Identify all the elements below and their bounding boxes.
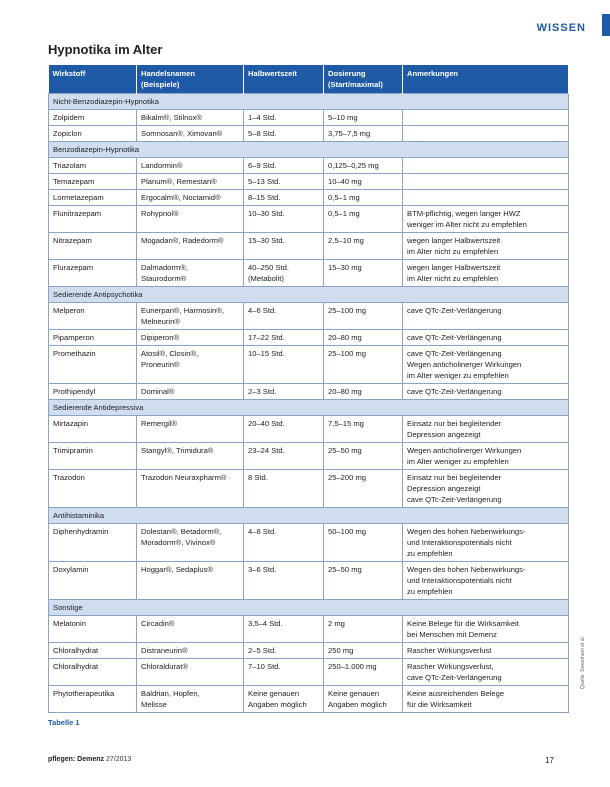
- cell-line: 15–30 mg: [328, 263, 362, 272]
- cell-dosierung: [324, 616, 403, 643]
- cell-line: Rascher Wirkungsverlust: [407, 646, 492, 655]
- cell-anmerkungen: [403, 643, 569, 659]
- cell-halbwertszeit: [244, 470, 324, 508]
- cell-wirkstoff: [49, 330, 137, 346]
- cell-line: weniger im Alter nicht zu empfehlen: [407, 220, 527, 229]
- cell-line: BTM-pflichtig, wegen langer HWZ: [407, 209, 521, 218]
- cell-anmerkungen: [403, 659, 569, 686]
- cell-handelsnamen: [137, 233, 244, 260]
- cell-line: Trimipramin: [53, 446, 93, 455]
- cell-wirkstoff: [49, 686, 137, 713]
- cell-line: Wegen anticholinerger Wirkungen: [407, 360, 522, 369]
- cell-line: Mogadan®, Radedorm®: [141, 236, 224, 245]
- cell-anmerkungen: [403, 110, 569, 126]
- cell-line: Hoggar®, Sedaplus®: [141, 565, 213, 574]
- journal-issue: 27/2013: [105, 756, 132, 763]
- group-row: [49, 600, 569, 616]
- cell-anmerkungen: [403, 686, 569, 713]
- cell-halbwertszeit: [244, 616, 324, 643]
- cell-halbwertszeit: [244, 260, 324, 287]
- group-row: [49, 94, 569, 110]
- table-row: [49, 346, 569, 384]
- cell-line: cave QTc-Zeit-Verlängerung: [407, 333, 502, 342]
- group-row: [49, 400, 569, 416]
- cell-line: Trazodon Neuraxpharm®: [141, 473, 227, 482]
- cell-line: 8–15 Std.: [248, 193, 281, 202]
- table-row: [49, 659, 569, 686]
- cell-line: Prothipendyl: [53, 387, 96, 396]
- cell-line: 4–6 Std.: [248, 306, 277, 315]
- cell-line: Stangyl®, Trimidura®: [141, 446, 214, 455]
- cell-line: Flurazepam: [53, 263, 94, 272]
- cell-line: im Alter nicht zu empfehlen: [407, 247, 499, 256]
- cell-dosierung: [324, 443, 403, 470]
- cell-line: Trazodon: [53, 473, 85, 482]
- cell-line: bei Menschen mit Demenz: [407, 630, 497, 639]
- column-header-dosierung: [324, 65, 403, 94]
- cell-handelsnamen: [137, 524, 244, 562]
- cell-line: Wegen anticholinerger Wirkungen: [407, 446, 522, 455]
- cell-dosierung: [324, 190, 403, 206]
- group-label: Sonstige: [49, 600, 569, 616]
- cell-line: Depression angezeigt: [407, 430, 481, 439]
- cell-wirkstoff: [49, 470, 137, 508]
- cell-halbwertszeit: [244, 562, 324, 600]
- cell-dosierung: [324, 330, 403, 346]
- table-row: [49, 562, 569, 600]
- table-row: [49, 110, 569, 126]
- cell-dosierung: [324, 524, 403, 562]
- cell-line: Promethazin: [53, 349, 96, 358]
- cell-line: Bikalm®, Stilnox®: [141, 113, 202, 122]
- cell-line: Distraneurin®: [141, 646, 188, 655]
- cell-line: 5–13 Std.: [248, 177, 281, 186]
- cell-line: Zopiclon: [53, 129, 82, 138]
- cell-line: 250–1.000 mg: [328, 662, 377, 671]
- cell-wirkstoff: [49, 126, 137, 142]
- cell-anmerkungen: [403, 384, 569, 400]
- cell-line: 10–15 Std.: [248, 349, 285, 358]
- cell-handelsnamen: [137, 346, 244, 384]
- table-row: [49, 126, 569, 142]
- cell-line: 25–200 mg: [328, 473, 366, 482]
- cell-anmerkungen: [403, 470, 569, 508]
- cell-dosierung: [324, 643, 403, 659]
- cell-line: Dolestan®, Betadorm®,: [141, 527, 222, 536]
- cell-line: Wegen des hohen Nebenwirkungs-: [407, 527, 526, 536]
- column-header-halbwertszeit: [244, 65, 324, 94]
- hypnotics-table: [48, 65, 569, 713]
- cell-halbwertszeit: [244, 416, 324, 443]
- cell-line: zu empfehlen: [407, 587, 453, 596]
- cell-line: 20–80 mg: [328, 387, 362, 396]
- cell-line: im Alter nicht zu empfehlen: [407, 274, 499, 283]
- cell-dosierung: [324, 174, 403, 190]
- cell-wirkstoff: [49, 303, 137, 330]
- cell-line: 20–80 mg: [328, 333, 362, 342]
- cell-line: 2–3 Std.: [248, 387, 277, 396]
- cell-dosierung: [324, 260, 403, 287]
- cell-line: 7,5–15 mg: [328, 419, 364, 428]
- cell-line: Angaben möglich: [248, 700, 307, 709]
- cell-line: Wirkstoff: [52, 69, 86, 78]
- cell-line: zu empfehlen: [407, 549, 453, 558]
- cell-line: Rohypnol®: [141, 209, 179, 218]
- cell-halbwertszeit: [244, 303, 324, 330]
- cell-halbwertszeit: [244, 158, 324, 174]
- group-label: Sedierende Antipsychotika: [49, 287, 569, 303]
- cell-dosierung: [324, 110, 403, 126]
- cell-line: 0,125–0,25 mg: [328, 161, 379, 170]
- cell-line: 3–6 Std.: [248, 565, 277, 574]
- cell-line: 6–9 Std.: [248, 161, 277, 170]
- cell-line: Chloralhydrat: [53, 646, 99, 655]
- cell-wirkstoff: [49, 659, 137, 686]
- cell-anmerkungen: [403, 416, 569, 443]
- cell-line: 23–24 Std.: [248, 446, 285, 455]
- table-row: [49, 616, 569, 643]
- cell-handelsnamen: [137, 174, 244, 190]
- cell-anmerkungen: [403, 303, 569, 330]
- page-number: 17: [545, 756, 554, 765]
- cell-line: (Start/maximal): [328, 80, 383, 89]
- cell-line: Angaben möglich: [328, 700, 387, 709]
- cell-anmerkungen: [403, 260, 569, 287]
- cell-line: 4–8 Std.: [248, 527, 277, 536]
- cell-anmerkungen: [403, 616, 569, 643]
- cell-line: Anmerkungen: [407, 69, 459, 78]
- cell-line: 40–250 Std.: [248, 263, 289, 272]
- cell-halbwertszeit: [244, 686, 324, 713]
- table-header-row: [49, 65, 569, 94]
- cell-line: Nitrazepam: [53, 236, 92, 245]
- cell-line: im Alter weniger zu empfehlen: [407, 371, 509, 380]
- cell-line: Dalmadorm®,: [141, 263, 188, 272]
- cell-wirkstoff: [49, 206, 137, 233]
- cell-line: Wegen des hohen Nebenwirkungs-: [407, 565, 526, 574]
- cell-wirkstoff: [49, 346, 137, 384]
- cell-line: (Metabolit): [248, 274, 284, 283]
- cell-line: Keine genauen: [328, 689, 380, 698]
- section-label: WISSEN: [536, 22, 586, 34]
- group-label: Nicht-Benzodiazepin-Hypnotika: [49, 94, 569, 110]
- cell-handelsnamen: [137, 562, 244, 600]
- cell-anmerkungen: [403, 524, 569, 562]
- cell-line: und Interaktionspotentials nicht: [407, 538, 512, 547]
- cell-line: Moradorm®, Vivinox®: [141, 538, 216, 547]
- cell-dosierung: [324, 562, 403, 600]
- cell-line: Ergocalm®, Noctamid®: [141, 193, 221, 202]
- cell-line: 15–30 Std.: [248, 236, 285, 245]
- cell-line: Handelsnamen: [141, 69, 196, 78]
- cell-line: Planum®, Remestan®: [141, 177, 217, 186]
- table-row: [49, 233, 569, 260]
- cell-handelsnamen: [137, 303, 244, 330]
- cell-wirkstoff: [49, 158, 137, 174]
- cell-line: 1–4 Std.: [248, 113, 277, 122]
- cell-line: 25–50 mg: [328, 565, 362, 574]
- cell-line: Keine genauen: [248, 689, 300, 698]
- cell-line: cave QTc-Zeit-Verlängerung: [407, 495, 502, 504]
- cell-halbwertszeit: [244, 384, 324, 400]
- cell-wirkstoff: [49, 643, 137, 659]
- cell-line: Zolpidem: [53, 113, 85, 122]
- table-row: [49, 206, 569, 233]
- table-row: [49, 384, 569, 400]
- cell-line: 25–100 mg: [328, 306, 366, 315]
- cell-halbwertszeit: [244, 524, 324, 562]
- cell-line: 10–40 mg: [328, 177, 362, 186]
- cell-line: 0,5–1 mg: [328, 209, 360, 218]
- cell-anmerkungen: [403, 562, 569, 600]
- cell-dosierung: [324, 416, 403, 443]
- cell-anmerkungen: [403, 443, 569, 470]
- cell-line: 8 Std.: [248, 473, 268, 482]
- group-row: [49, 142, 569, 158]
- cell-wirkstoff: [49, 110, 137, 126]
- cell-halbwertszeit: [244, 443, 324, 470]
- group-row: [49, 508, 569, 524]
- table-row: [49, 686, 569, 713]
- table-row: [49, 330, 569, 346]
- column-header-wirkstoff: [49, 65, 137, 94]
- cell-line: wegen langer Halbwertszeit: [407, 236, 501, 245]
- cell-dosierung: [324, 158, 403, 174]
- cell-line: Lormetazepam: [53, 193, 104, 202]
- cell-line: Eunerpan®, Harmosin®,: [141, 306, 224, 315]
- cell-line: 10–30 Std.: [248, 209, 285, 218]
- cell-line: 3,75–7,5 mg: [328, 129, 371, 138]
- cell-line: cave QTc-Zeit-Verlängerung: [407, 673, 502, 682]
- cell-line: Chloraldurat®: [141, 662, 188, 671]
- table-row: [49, 443, 569, 470]
- cell-wirkstoff: [49, 562, 137, 600]
- cell-wirkstoff: [49, 233, 137, 260]
- cell-line: 2–5 Std.: [248, 646, 277, 655]
- cell-wirkstoff: [49, 416, 137, 443]
- cell-line: 7–10 Std.: [248, 662, 281, 671]
- image-credit: Quelle: Sweetnam et al.: [580, 636, 586, 690]
- column-header-handelsnamen: [137, 65, 244, 94]
- cell-line: wegen langer Halbwertszeit: [407, 263, 501, 272]
- cell-handelsnamen: [137, 206, 244, 233]
- cell-handelsnamen: [137, 110, 244, 126]
- cell-line: Dosierung: [328, 69, 366, 78]
- cell-anmerkungen: [403, 158, 569, 174]
- table-body: [49, 94, 569, 713]
- cell-handelsnamen: [137, 126, 244, 142]
- cell-line: Melatonin: [53, 619, 86, 628]
- cell-handelsnamen: [137, 470, 244, 508]
- cell-line: Rascher Wirkungsverlust,: [407, 662, 494, 671]
- cell-handelsnamen: [137, 686, 244, 713]
- cell-line: Einsatz nur bei begleitender: [407, 419, 502, 428]
- cell-anmerkungen: [403, 190, 569, 206]
- cell-line: Atosil®, Closin®,: [141, 349, 199, 358]
- cell-dosierung: [324, 206, 403, 233]
- cell-dosierung: [324, 384, 403, 400]
- cell-handelsnamen: [137, 643, 244, 659]
- journal-name: pflegen: Demenz: [48, 756, 105, 763]
- cell-handelsnamen: [137, 190, 244, 206]
- cell-handelsnamen: [137, 384, 244, 400]
- cell-line: und Interaktionspotentials nicht: [407, 576, 512, 585]
- cell-handelsnamen: [137, 330, 244, 346]
- section-edge-bar: [602, 14, 610, 36]
- cell-anmerkungen: [403, 346, 569, 384]
- cell-line: cave QTc-Zeit-Verlängerung: [407, 387, 502, 396]
- cell-line: Circadin®: [141, 619, 175, 628]
- cell-handelsnamen: [137, 616, 244, 643]
- cell-anmerkungen: [403, 233, 569, 260]
- table-row: [49, 174, 569, 190]
- cell-handelsnamen: [137, 416, 244, 443]
- cell-line: (Beispiele): [141, 80, 180, 89]
- cell-halbwertszeit: [244, 206, 324, 233]
- cell-line: cave QTc-Zeit-Verlängerung: [407, 306, 502, 315]
- cell-line: 2,5–10 mg: [328, 236, 364, 245]
- cell-line: Flunitrazepam: [53, 209, 102, 218]
- page-title: Hypnotika im Alter: [48, 42, 163, 57]
- cell-handelsnamen: [137, 260, 244, 287]
- cell-line: im Alter weniger zu empfehlen: [407, 457, 509, 466]
- cell-line: Proneurin®: [141, 360, 180, 369]
- cell-line: 0,5–1 mg: [328, 193, 360, 202]
- cell-wirkstoff: [49, 443, 137, 470]
- cell-wirkstoff: [49, 174, 137, 190]
- table-row: [49, 524, 569, 562]
- cell-line: 25–50 mg: [328, 446, 362, 455]
- cell-dosierung: [324, 303, 403, 330]
- table-row: [49, 190, 569, 206]
- table-row: [49, 260, 569, 287]
- cell-line: Dipiperon®: [141, 333, 180, 342]
- cell-anmerkungen: [403, 174, 569, 190]
- table-row: [49, 303, 569, 330]
- footer-journal: [48, 756, 131, 763]
- column-header-anmerkungen: [403, 65, 569, 94]
- table-row: [49, 643, 569, 659]
- cell-line: Triazolam: [53, 161, 87, 170]
- cell-dosierung: [324, 346, 403, 384]
- group-label: Sedierende Antidepressiva: [49, 400, 569, 416]
- cell-halbwertszeit: [244, 190, 324, 206]
- cell-line: 3,5–4 Std.: [248, 619, 283, 628]
- cell-wirkstoff: [49, 616, 137, 643]
- cell-line: 50–100 mg: [328, 527, 366, 536]
- cell-line: 5–8 Std.: [248, 129, 277, 138]
- cell-line: Doxylamin: [53, 565, 89, 574]
- table-row: [49, 470, 569, 508]
- cell-line: für die Wirksamkeit: [407, 700, 472, 709]
- cell-line: Dominal®: [141, 387, 175, 396]
- cell-wirkstoff: [49, 260, 137, 287]
- table-caption: Tabelle 1: [48, 718, 80, 727]
- cell-halbwertszeit: [244, 330, 324, 346]
- cell-wirkstoff: [49, 190, 137, 206]
- cell-anmerkungen: [403, 206, 569, 233]
- cell-line: Einsatz nur bei begleitender: [407, 473, 502, 482]
- cell-dosierung: [324, 233, 403, 260]
- group-row: [49, 287, 569, 303]
- cell-line: Halbwertszeit: [248, 69, 297, 78]
- cell-line: Melneurin®: [141, 317, 180, 326]
- cell-dosierung: [324, 470, 403, 508]
- cell-line: Baldrian, Hopfen,: [141, 689, 200, 698]
- cell-line: Mirtazapin: [53, 419, 89, 428]
- cell-dosierung: [324, 686, 403, 713]
- cell-line: 20–40 Std.: [248, 419, 285, 428]
- cell-line: Staurodorm®: [141, 274, 187, 283]
- cell-handelsnamen: [137, 158, 244, 174]
- cell-line: 17–22 Std.: [248, 333, 285, 342]
- cell-line: Pipamperon: [53, 333, 94, 342]
- cell-line: cave QTc-Zeit-Verlängerung: [407, 349, 502, 358]
- table-row: [49, 416, 569, 443]
- cell-line: Phytotherapeutika: [53, 689, 115, 698]
- cell-halbwertszeit: [244, 346, 324, 384]
- cell-line: Remergil®: [141, 419, 177, 428]
- group-label: Benzodiazepin-Hypnotika: [49, 142, 569, 158]
- cell-line: Keine ausreichenden Belege: [407, 689, 505, 698]
- cell-halbwertszeit: [244, 174, 324, 190]
- cell-line: 250 mg: [328, 646, 354, 655]
- cell-line: Diphenhydramin: [53, 527, 109, 536]
- cell-halbwertszeit: [244, 659, 324, 686]
- cell-dosierung: [324, 659, 403, 686]
- cell-line: Depression angezeigt: [407, 484, 481, 493]
- cell-line: 25–100 mg: [328, 349, 366, 358]
- cell-line: 5–10 mg: [328, 113, 358, 122]
- cell-line: 2 mg: [328, 619, 345, 628]
- table-row: [49, 158, 569, 174]
- cell-halbwertszeit: [244, 126, 324, 142]
- group-label: Antihistaminika: [49, 508, 569, 524]
- cell-line: Melisse: [141, 700, 167, 709]
- cell-halbwertszeit: [244, 643, 324, 659]
- cell-wirkstoff: [49, 524, 137, 562]
- cell-line: Temazepam: [53, 177, 95, 186]
- cell-anmerkungen: [403, 330, 569, 346]
- cell-halbwertszeit: [244, 110, 324, 126]
- cell-dosierung: [324, 126, 403, 142]
- cell-anmerkungen: [403, 126, 569, 142]
- cell-line: Melperon: [53, 306, 85, 315]
- cell-wirkstoff: [49, 384, 137, 400]
- cell-line: Keine Belege für die Wirksamkeit: [407, 619, 519, 628]
- cell-line: Landormin®: [141, 161, 183, 170]
- cell-halbwertszeit: [244, 233, 324, 260]
- cell-line: Somnosan®, Ximovan®: [141, 129, 223, 138]
- cell-handelsnamen: [137, 443, 244, 470]
- cell-line: Chloralhydrat: [53, 662, 99, 671]
- cell-handelsnamen: [137, 659, 244, 686]
